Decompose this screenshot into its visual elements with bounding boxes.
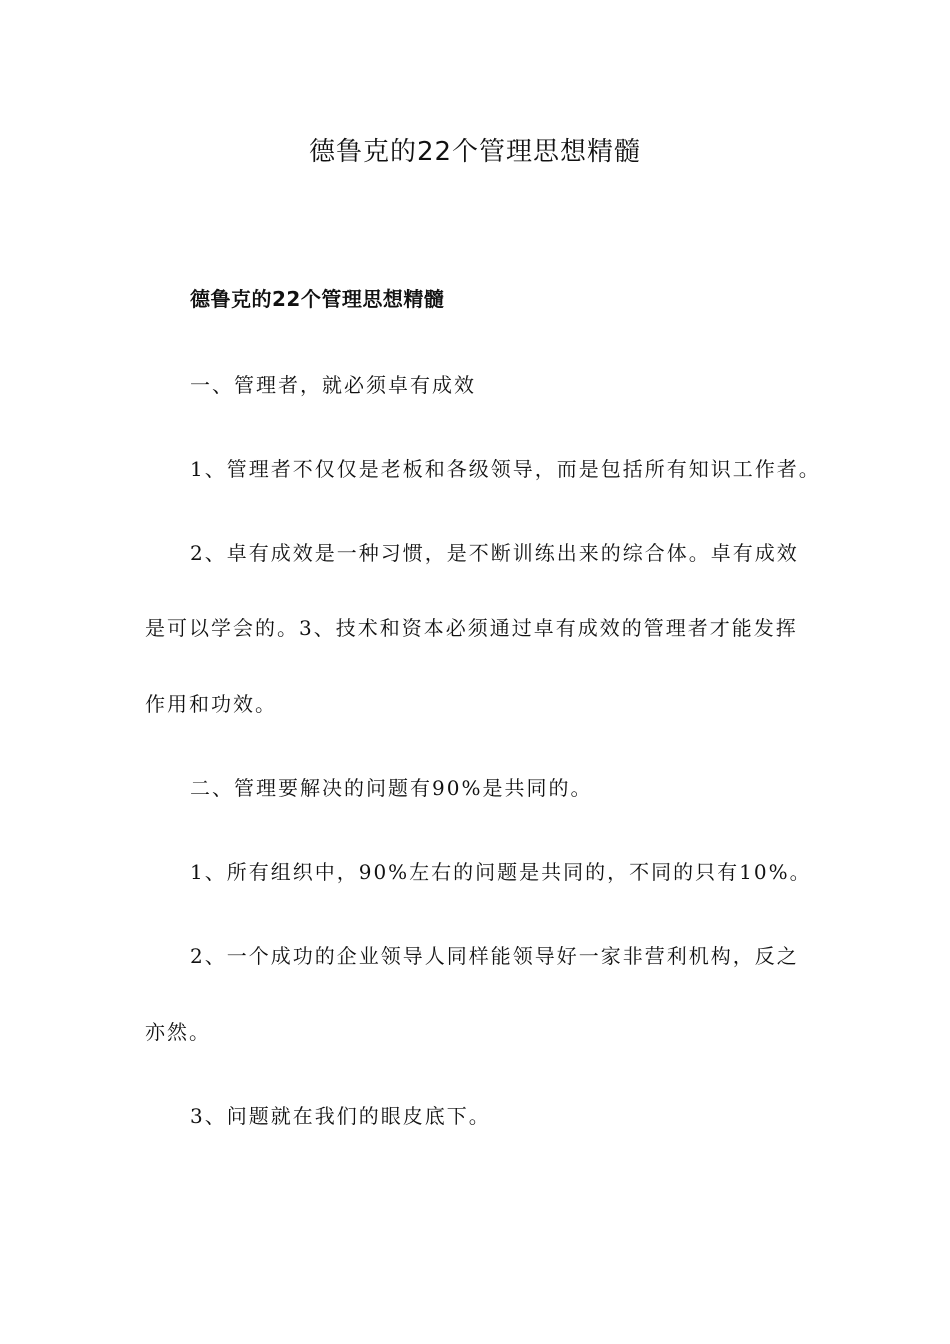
paragraph-line: 2、一个成功的企业领导人同样能领导好一家非营利机构，反之 — [190, 944, 799, 968]
paragraph-line: 1、管理者不仅仅是老板和各级领导，而是包括所有知识工作者。 — [190, 457, 821, 481]
paragraph-line: 1、所有组织中，90%左右的问题是共同的，不同的只有10%。 — [190, 860, 812, 884]
section-subtitle: 德鲁克的22个管理思想精髓 — [190, 287, 445, 311]
document-title: 德鲁克的22个管理思想精髓 — [308, 137, 642, 167]
paragraph-line: 作用和功效。 — [145, 692, 277, 716]
paragraph-line: 是可以学会的。3、技术和资本必须通过卓有成效的管理者才能发挥 — [145, 616, 798, 640]
paragraph-line: 2、卓有成效是一种习惯，是不断训练出来的综合体。卓有成效 — [190, 541, 799, 565]
paragraph-line: 一、管理者，就必须卓有成效 — [190, 373, 476, 397]
paragraph-line: 3、问题就在我们的眼皮底下。 — [190, 1104, 491, 1128]
paragraph-line: 亦然。 — [145, 1020, 211, 1044]
paragraph-line: 二、管理要解决的问题有90%是共同的。 — [190, 776, 593, 800]
